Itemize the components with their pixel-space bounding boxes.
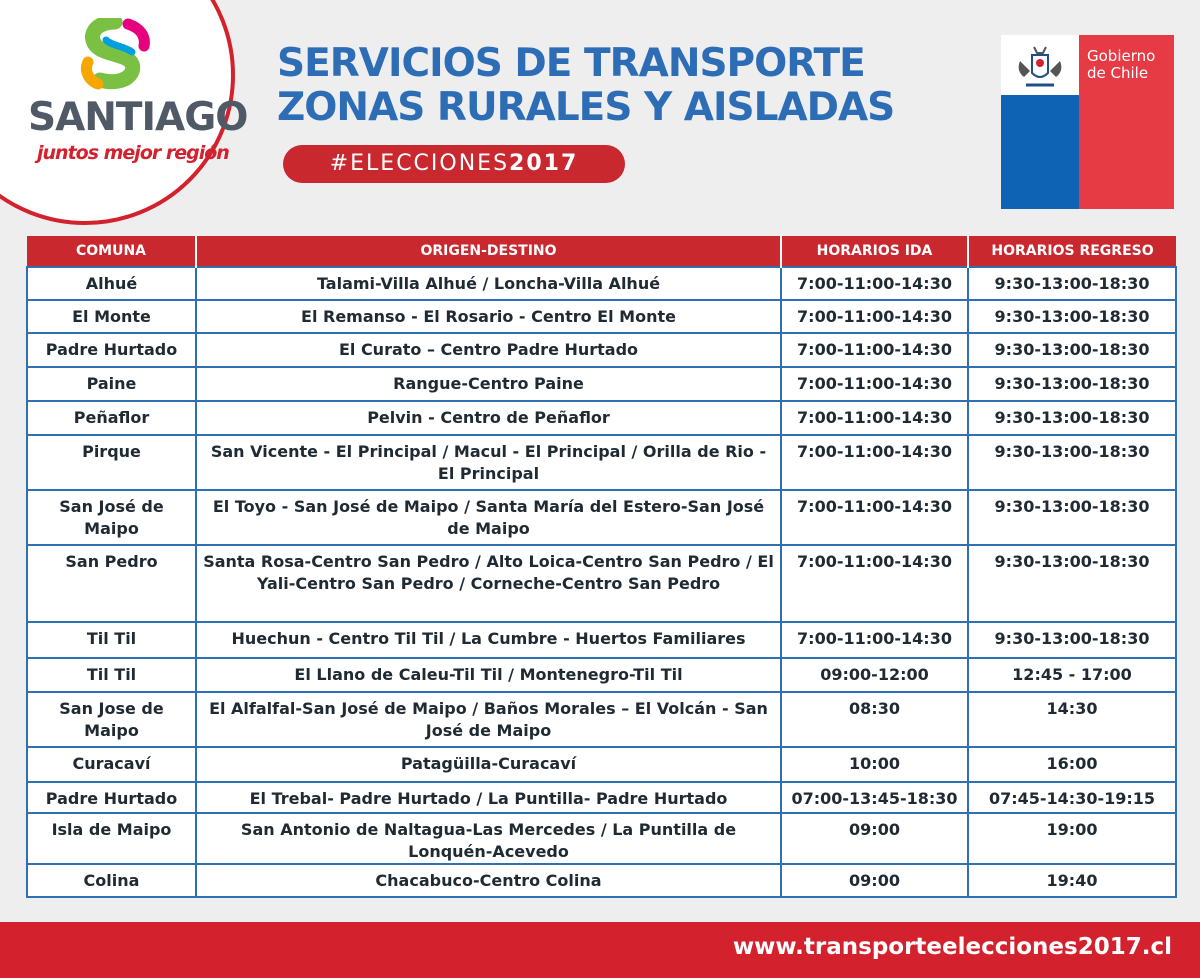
cell-comuna: Curacaví xyxy=(27,747,196,782)
table-row xyxy=(27,864,1176,897)
government-line-1: Gobierno xyxy=(1087,47,1156,65)
table-row xyxy=(27,490,1176,545)
table-row xyxy=(27,300,1176,333)
gobierno-de-chile-logo xyxy=(1001,35,1174,209)
table-header-row xyxy=(27,236,1176,267)
cell-ruta: El Trebal- Padre Hurtado / La Puntilla- Padre Hurtado xyxy=(196,782,781,813)
table-row xyxy=(27,813,1176,864)
cell-regreso: 9:30-13:00-18:30 xyxy=(968,333,1176,367)
table-row xyxy=(27,692,1176,747)
logo-tagline: juntos mejor región xyxy=(37,142,229,164)
cell-ida: 7:00-11:00-14:30 xyxy=(781,267,968,300)
cell-ruta: Pelvin - Centro de Peñaflor xyxy=(196,401,781,435)
cell-regreso: 19:40 xyxy=(968,864,1176,897)
cell-regreso: 9:30-13:00-18:30 xyxy=(968,545,1176,622)
cell-comuna: El Monte xyxy=(27,300,196,333)
cell-comuna: Pirque xyxy=(27,435,196,490)
logo-name: SANTIAGO xyxy=(28,95,248,140)
cell-ruta: Rangue-Centro Paine xyxy=(196,367,781,401)
cell-comuna: San Jose de Maipo xyxy=(27,692,196,747)
cell-regreso: 19:00 xyxy=(968,813,1176,864)
table-row xyxy=(27,333,1176,367)
cell-ida: 07:00-13:45-18:30 xyxy=(781,782,968,813)
cell-ruta: El Llano de Caleu-Til Til / Montenegro-Til Til xyxy=(196,658,781,692)
cell-regreso: 9:30-13:00-18:30 xyxy=(968,490,1176,545)
cell-regreso: 07:45-14:30-19:15 xyxy=(968,782,1176,813)
page-title xyxy=(277,42,894,130)
cell-ruta: El Toyo - San José de Maipo / Santa María del Estero-San José de Maipo xyxy=(196,490,781,545)
hashtag-prefix: #ELECCIONES xyxy=(329,151,510,176)
coat-of-arms-icon xyxy=(1010,41,1070,91)
cell-comuna: Isla de Maipo xyxy=(27,813,196,864)
cell-ida: 7:00-11:00-14:30 xyxy=(781,333,968,367)
government-line-2: de Chile xyxy=(1087,64,1149,82)
cell-ida: 7:00-11:00-14:30 xyxy=(781,300,968,333)
table-row xyxy=(27,782,1176,813)
cell-ruta: San Antonio de Naltagua-Las Mercedes / La Puntilla de Lonquén-Acevedo xyxy=(196,813,781,864)
cell-ida: 09:00 xyxy=(781,864,968,897)
cell-regreso: 14:30 xyxy=(968,692,1176,747)
cell-regreso: 9:30-13:00-18:30 xyxy=(968,367,1176,401)
cell-ida: 10:00 xyxy=(781,747,968,782)
government-label xyxy=(1087,48,1155,82)
title-line-1: SERVICIOS DE TRANSPORTE xyxy=(277,41,865,86)
cell-comuna: Til Til xyxy=(27,658,196,692)
cell-regreso: 9:30-13:00-18:30 xyxy=(968,267,1176,300)
table-row xyxy=(27,747,1176,782)
santiago-s-logo-icon xyxy=(78,18,152,92)
cell-ida: 7:00-11:00-14:30 xyxy=(781,367,968,401)
cell-ruta: San Vicente - El Principal / Macul - El Principal / Orilla de Rio - El Principal xyxy=(196,435,781,490)
table-row xyxy=(27,435,1176,490)
cell-ruta: El Alfalfal-San José de Maipo / Baños Morales – El Volcán - San José de Maipo xyxy=(196,692,781,747)
table-row xyxy=(27,545,1176,622)
cell-ruta: El Remanso - El Rosario - Centro El Monte xyxy=(196,300,781,333)
website-link[interactable]: www.transporteelecciones2017.cl xyxy=(732,934,1172,960)
cell-ida: 09:00 xyxy=(781,813,968,864)
cell-ida: 7:00-11:00-14:30 xyxy=(781,401,968,435)
cell-ruta: Patagüilla-Curacaví xyxy=(196,747,781,782)
cell-comuna: Til Til xyxy=(27,622,196,658)
table-row xyxy=(27,401,1176,435)
cell-ruta: Chacabuco-Centro Colina xyxy=(196,864,781,897)
cell-comuna: San Pedro xyxy=(27,545,196,622)
cell-ruta: El Curato – Centro Padre Hurtado xyxy=(196,333,781,367)
table-row xyxy=(27,622,1176,658)
cell-ida: 09:00-12:00 xyxy=(781,658,968,692)
cell-ida: 7:00-11:00-14:30 xyxy=(781,490,968,545)
table-row xyxy=(27,367,1176,401)
column-header: HORARIOS REGRESO xyxy=(968,236,1176,267)
cell-comuna: Padre Hurtado xyxy=(27,333,196,367)
table-row xyxy=(27,267,1176,300)
hashtag-badge xyxy=(283,145,625,183)
cell-ruta: Huechun - Centro Til Til / La Cumbre - Huertos Familiares xyxy=(196,622,781,658)
cell-ruta: Santa Rosa-Centro San Pedro / Alto Loica-Centro San Pedro / El Yali-Centro San Pedro / Corneche-Centro San Pedro xyxy=(196,545,781,622)
schedule-table xyxy=(26,236,1177,898)
table-row xyxy=(27,658,1176,692)
cell-comuna: Alhué xyxy=(27,267,196,300)
cell-comuna: Padre Hurtado xyxy=(27,782,196,813)
cell-regreso: 9:30-13:00-18:30 xyxy=(968,401,1176,435)
column-header: COMUNA xyxy=(27,236,196,267)
cell-regreso: 12:45 - 17:00 xyxy=(968,658,1176,692)
cell-ruta: Talami-Villa Alhué / Loncha-Villa Alhué xyxy=(196,267,781,300)
cell-ida: 7:00-11:00-14:30 xyxy=(781,622,968,658)
title-line-2: ZONAS RURALES Y AISLADAS xyxy=(277,85,895,130)
footer-bar xyxy=(0,922,1200,978)
cell-ida: 08:30 xyxy=(781,692,968,747)
cell-regreso: 16:00 xyxy=(968,747,1176,782)
cell-regreso: 9:30-13:00-18:30 xyxy=(968,300,1176,333)
cell-regreso: 9:30-13:00-18:30 xyxy=(968,435,1176,490)
cell-regreso: 9:30-13:00-18:30 xyxy=(968,622,1176,658)
column-header: ORIGEN-DESTINO xyxy=(196,236,781,267)
hashtag-year: 2017 xyxy=(509,151,579,176)
cell-comuna: San José de Maipo xyxy=(27,490,196,545)
cell-comuna: Paine xyxy=(27,367,196,401)
cell-ida: 7:00-11:00-14:30 xyxy=(781,545,968,622)
cell-comuna: Colina xyxy=(27,864,196,897)
cell-ida: 7:00-11:00-14:30 xyxy=(781,435,968,490)
cell-comuna: Peñaflor xyxy=(27,401,196,435)
column-header: HORARIOS IDA xyxy=(781,236,968,267)
